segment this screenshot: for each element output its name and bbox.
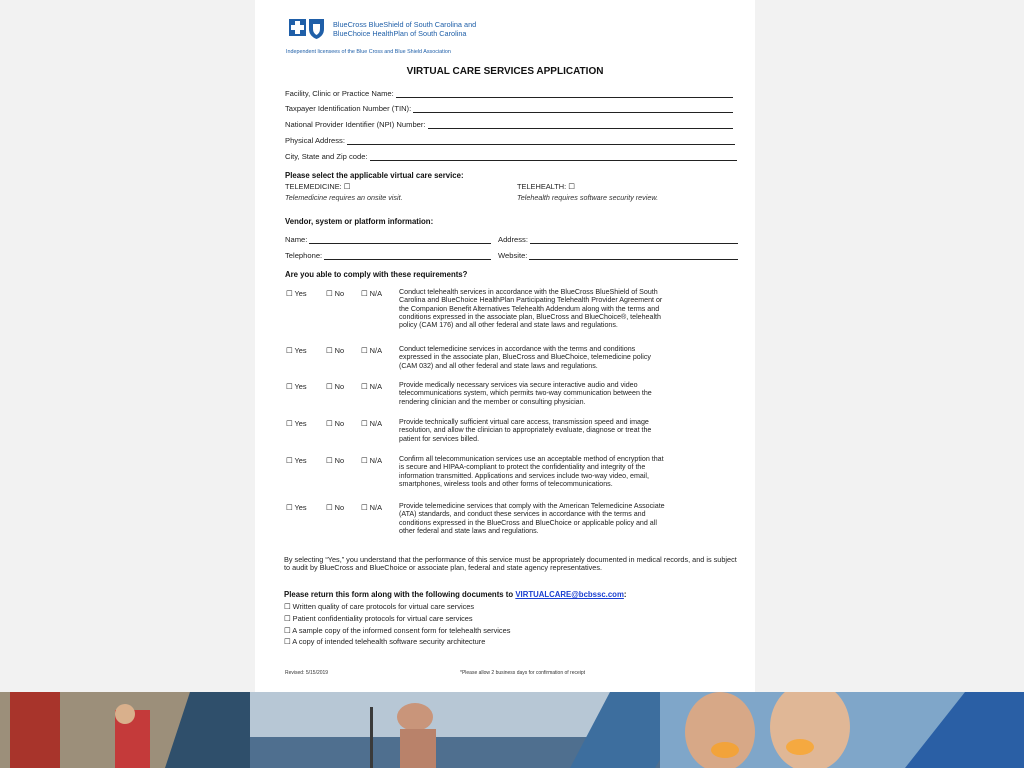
req4-na-checkbox[interactable]: ☐ N/A [361, 419, 382, 428]
telehealth-checkbox[interactable]: TELEHEALTH: ☐ [517, 182, 575, 191]
requirement-6-text: Provide telemedicine services that comply with the American Telemedicine Associate (ATA) standards, and conduct these services in accordance with the terms and conditions expressed in the BlueCross and BlueChoice or applicable policy and all other federal and state laws and regulations. [399, 502, 665, 535]
physical-address-field[interactable]: Physical Address: [285, 136, 735, 145]
req3-no-checkbox[interactable]: ☐ No [326, 382, 345, 391]
virtualcare-email-link[interactable]: VIRTUALCARE@bcbssc.com [515, 590, 624, 599]
return-instructions: Please return this form along with the following documents to VIRTUALCARE@bcbssc.com: [284, 590, 627, 599]
req1-yes-checkbox[interactable]: ☐ Yes [286, 289, 307, 298]
req2-no-checkbox[interactable]: ☐ No [326, 346, 345, 355]
photo-banner [0, 692, 1024, 768]
vendor-website-field[interactable]: Website: [498, 251, 738, 260]
telehealth-note: Telehealth requires software security review. [517, 193, 659, 202]
document-checkbox-confidentiality-protocols[interactable]: ☐ Patient confidentiality protocols for virtual care services [284, 614, 473, 623]
org-name: BlueCross BlueShield of South Carolina and BlueChoice HealthPlan of South Carolina [333, 20, 477, 38]
form-title: VIRTUAL CARE SERVICES APPLICATION [406, 66, 604, 77]
revised-date: Revised: 5/15/2019 [285, 670, 329, 676]
comply-heading: Are you able to comply with these requirements? [285, 270, 468, 279]
req2-yes-checkbox[interactable]: ☐ Yes [286, 346, 307, 355]
req4-no-checkbox[interactable]: ☐ No [326, 419, 345, 428]
req4-yes-checkbox[interactable]: ☐ Yes [286, 419, 307, 428]
npi-field[interactable]: National Provider Identifier (NPI) Number: [285, 120, 733, 129]
requirement-4-text: Provide technically sufficient virtual care access, transmission speed and image resolution, and allow the clinician to appropriately evaluate, diagnose or treat the patient for services billed. [399, 418, 652, 443]
req5-no-checkbox[interactable]: ☐ No [326, 456, 345, 465]
requirement-3-text: Provide medically necessary services via secure interactive audio and video telecommunications system, which permits two-way communication between the rendering clinician and the member or consulting physician. [399, 381, 652, 406]
vendor-telephone-field[interactable]: Telephone: [285, 251, 491, 260]
yes-acknowledgement-paragraph: By selecting “Yes,” you understand that the performance of this service must be appropriately documented in medical records, and is subject to audit by BlueCross and BlueChoice or associate plan, federal and state agency representatives. [284, 555, 737, 573]
req1-na-checkbox[interactable]: ☐ N/A [361, 289, 382, 298]
document-checkbox-quality-protocols[interactable]: ☐ Written quality of care protocols for virtual care services [284, 602, 475, 611]
application-form-page [255, 0, 755, 692]
vendor-name-field[interactable]: Name: [285, 235, 491, 244]
req6-na-checkbox[interactable]: ☐ N/A [361, 503, 382, 512]
requirement-5-text: Confirm all telecommunication services use an acceptable method of encryption that is secure and HIPAA-compliant to protect the confidentiality and integrity of the information transmitted. Applications and services include two-way video, email, smartphones, wireless tools and other forms of telecommunications. [399, 455, 664, 488]
document-checkbox-consent-form[interactable]: ☐ A sample copy of the informed consent form for telehealth services [284, 626, 511, 635]
city-state-zip-field[interactable]: City, State and Zip code: [285, 152, 737, 161]
req1-no-checkbox[interactable]: ☐ No [326, 289, 345, 298]
vendor-address-field[interactable]: Address: [498, 235, 738, 244]
telemedicine-note: Telemedicine requires an onsite visit. [285, 193, 403, 202]
req3-yes-checkbox[interactable]: ☐ Yes [286, 382, 307, 391]
document-checkbox-security-architecture[interactable]: ☐ A copy of intended telehealth software security architecture [284, 637, 486, 646]
req5-na-checkbox[interactable]: ☐ N/A [361, 456, 382, 465]
req6-no-checkbox[interactable]: ☐ No [326, 503, 345, 512]
tin-field[interactable]: Taxpayer Identification Number (TIN): [285, 104, 733, 113]
facility-name-field[interactable]: Facility, Clinic or Practice Name: [285, 89, 733, 98]
req3-na-checkbox[interactable]: ☐ N/A [361, 382, 382, 391]
service-heading: Please select the applicable virtual care service: [285, 171, 464, 180]
requirement-2-text: Conduct telemedicine services in accordance with the terms and conditions expressed in the associate plan, BlueCross and BlueChoice, telemedicine policy (CAM 032) and all other federal and state laws and regulations. [399, 345, 651, 370]
confirmation-note: *Please allow 2 business days for confirmation of receipt [460, 670, 586, 676]
vendor-heading: Vendor, system or platform information: [285, 217, 434, 226]
req5-yes-checkbox[interactable]: ☐ Yes [286, 456, 307, 465]
req2-na-checkbox[interactable]: ☐ N/A [361, 346, 382, 355]
req6-yes-checkbox[interactable]: ☐ Yes [286, 503, 307, 512]
telemedicine-checkbox[interactable]: TELEMEDICINE: ☐ [285, 182, 351, 191]
licensee-note: Independent licensees of the Blue Cross and Blue Shield Association [286, 49, 451, 55]
requirement-1-text: Conduct telehealth services in accordance with the BlueCross BlueShield of South Carolina and BlueChoice HealthPlan Participating Telehealth Provider Agreement or the Companion Benefit Alternatives Telehealth Addendum along with the terms and conditions expressed in the associate plan, BlueCross and BlueChoice®, telehealth policy (CAM 176) and all other federal and state laws and regulations. [399, 288, 663, 330]
bluecross-blueshield-logo [288, 16, 326, 40]
